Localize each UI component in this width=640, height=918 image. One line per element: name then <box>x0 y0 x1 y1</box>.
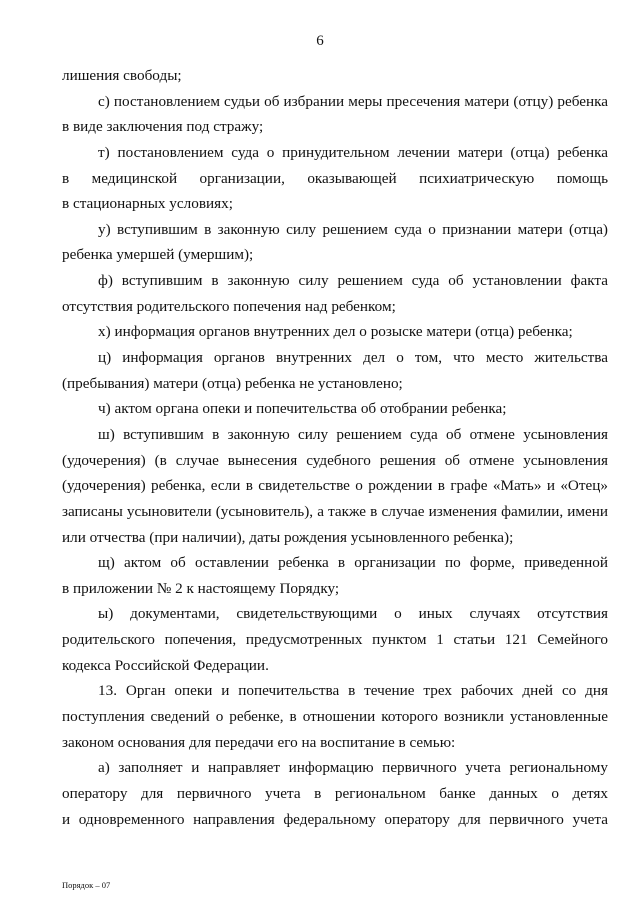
text-line: (пребывания) матери (отца) ребенка не установлено; <box>62 374 403 392</box>
page-number: 6 <box>316 33 324 49</box>
text-line: 13. Орган опеки и попечительства в течение трех рабочих дней со дня <box>98 682 608 700</box>
text-line: отсутствия родительского попечения над ребенком; <box>62 297 396 315</box>
text-line: оператору для первичного учета в региональном банке данных о детях <box>62 784 608 802</box>
text-line: ч) актом органа опеки и попечительства об отобрании ребенка; <box>98 400 507 418</box>
text-line: кодекса Российской Федерации. <box>62 656 269 674</box>
text-line: щ) актом об оставлении ребенка в организации по форме, приведенной <box>98 554 608 572</box>
text-line: с) постановлением судьи об избрании меры пресечения матери (отцу) ребенка <box>98 92 608 110</box>
text-line: лишения свободы; <box>62 67 182 84</box>
body-text <box>62 63 608 832</box>
text-line: (удочерения) ребенка, если в свидетельстве о рождении в графе «Мать» и «Отец» <box>62 477 608 495</box>
text-line: в медицинской организации, оказывающей психиатрическую помощь <box>62 169 608 187</box>
text-line: х) информация органов внутренних дел о розыске матери (отца) ребенка; <box>98 323 573 341</box>
text-line: ц) информация органов внутренних дел о том, что место жительства <box>98 349 608 367</box>
text-line: и одновременного направления федеральному оператору для первичного учета <box>62 810 608 828</box>
text-line: а) заполняет и направляет информацию первичного учета региональному <box>98 759 608 777</box>
text-line: записаны усыновители (усыновитель), а также в случае изменения фамилии, имени <box>62 502 608 520</box>
text-line: родительского попечения, предусмотренных пунктом 1 статьи 121 Семейного <box>62 631 608 649</box>
text-line: поступления сведений о ребенке, в отношении которого возникли установленные <box>62 708 608 726</box>
footer-label: Порядок – 07 <box>62 880 111 890</box>
text-line: (удочерения) (в случае вынесения судебного решения об отмене усыновления <box>62 451 608 469</box>
text-line: ы) документами, свидетельствующими о иных случаях отсутствия <box>98 605 608 623</box>
text-line: в виде заключения под стражу; <box>62 118 264 136</box>
text-line: в приложении № 2 к настоящему Порядку; <box>62 579 340 597</box>
text-line: или отчества (при наличии), даты рождения усыновленного ребенка); <box>62 528 514 546</box>
text-line: ребенка умершей (умершим); <box>62 246 254 264</box>
text-line: т) постановлением суда о принудительном лечении матери (отца) ребенка <box>98 143 608 161</box>
text-line: ш) вступившим в законную силу решением суда об отмене усыновления <box>98 425 608 443</box>
text-line: в стационарных условиях; <box>62 195 233 213</box>
text-line: у) вступившим в законную силу решением суда о признании матери (отца) <box>98 220 608 238</box>
text-line: законом основания для передачи его на воспитание в семью: <box>62 733 456 751</box>
text-line: ф) вступившим в законную силу решением суда об установлении факта <box>98 272 608 290</box>
